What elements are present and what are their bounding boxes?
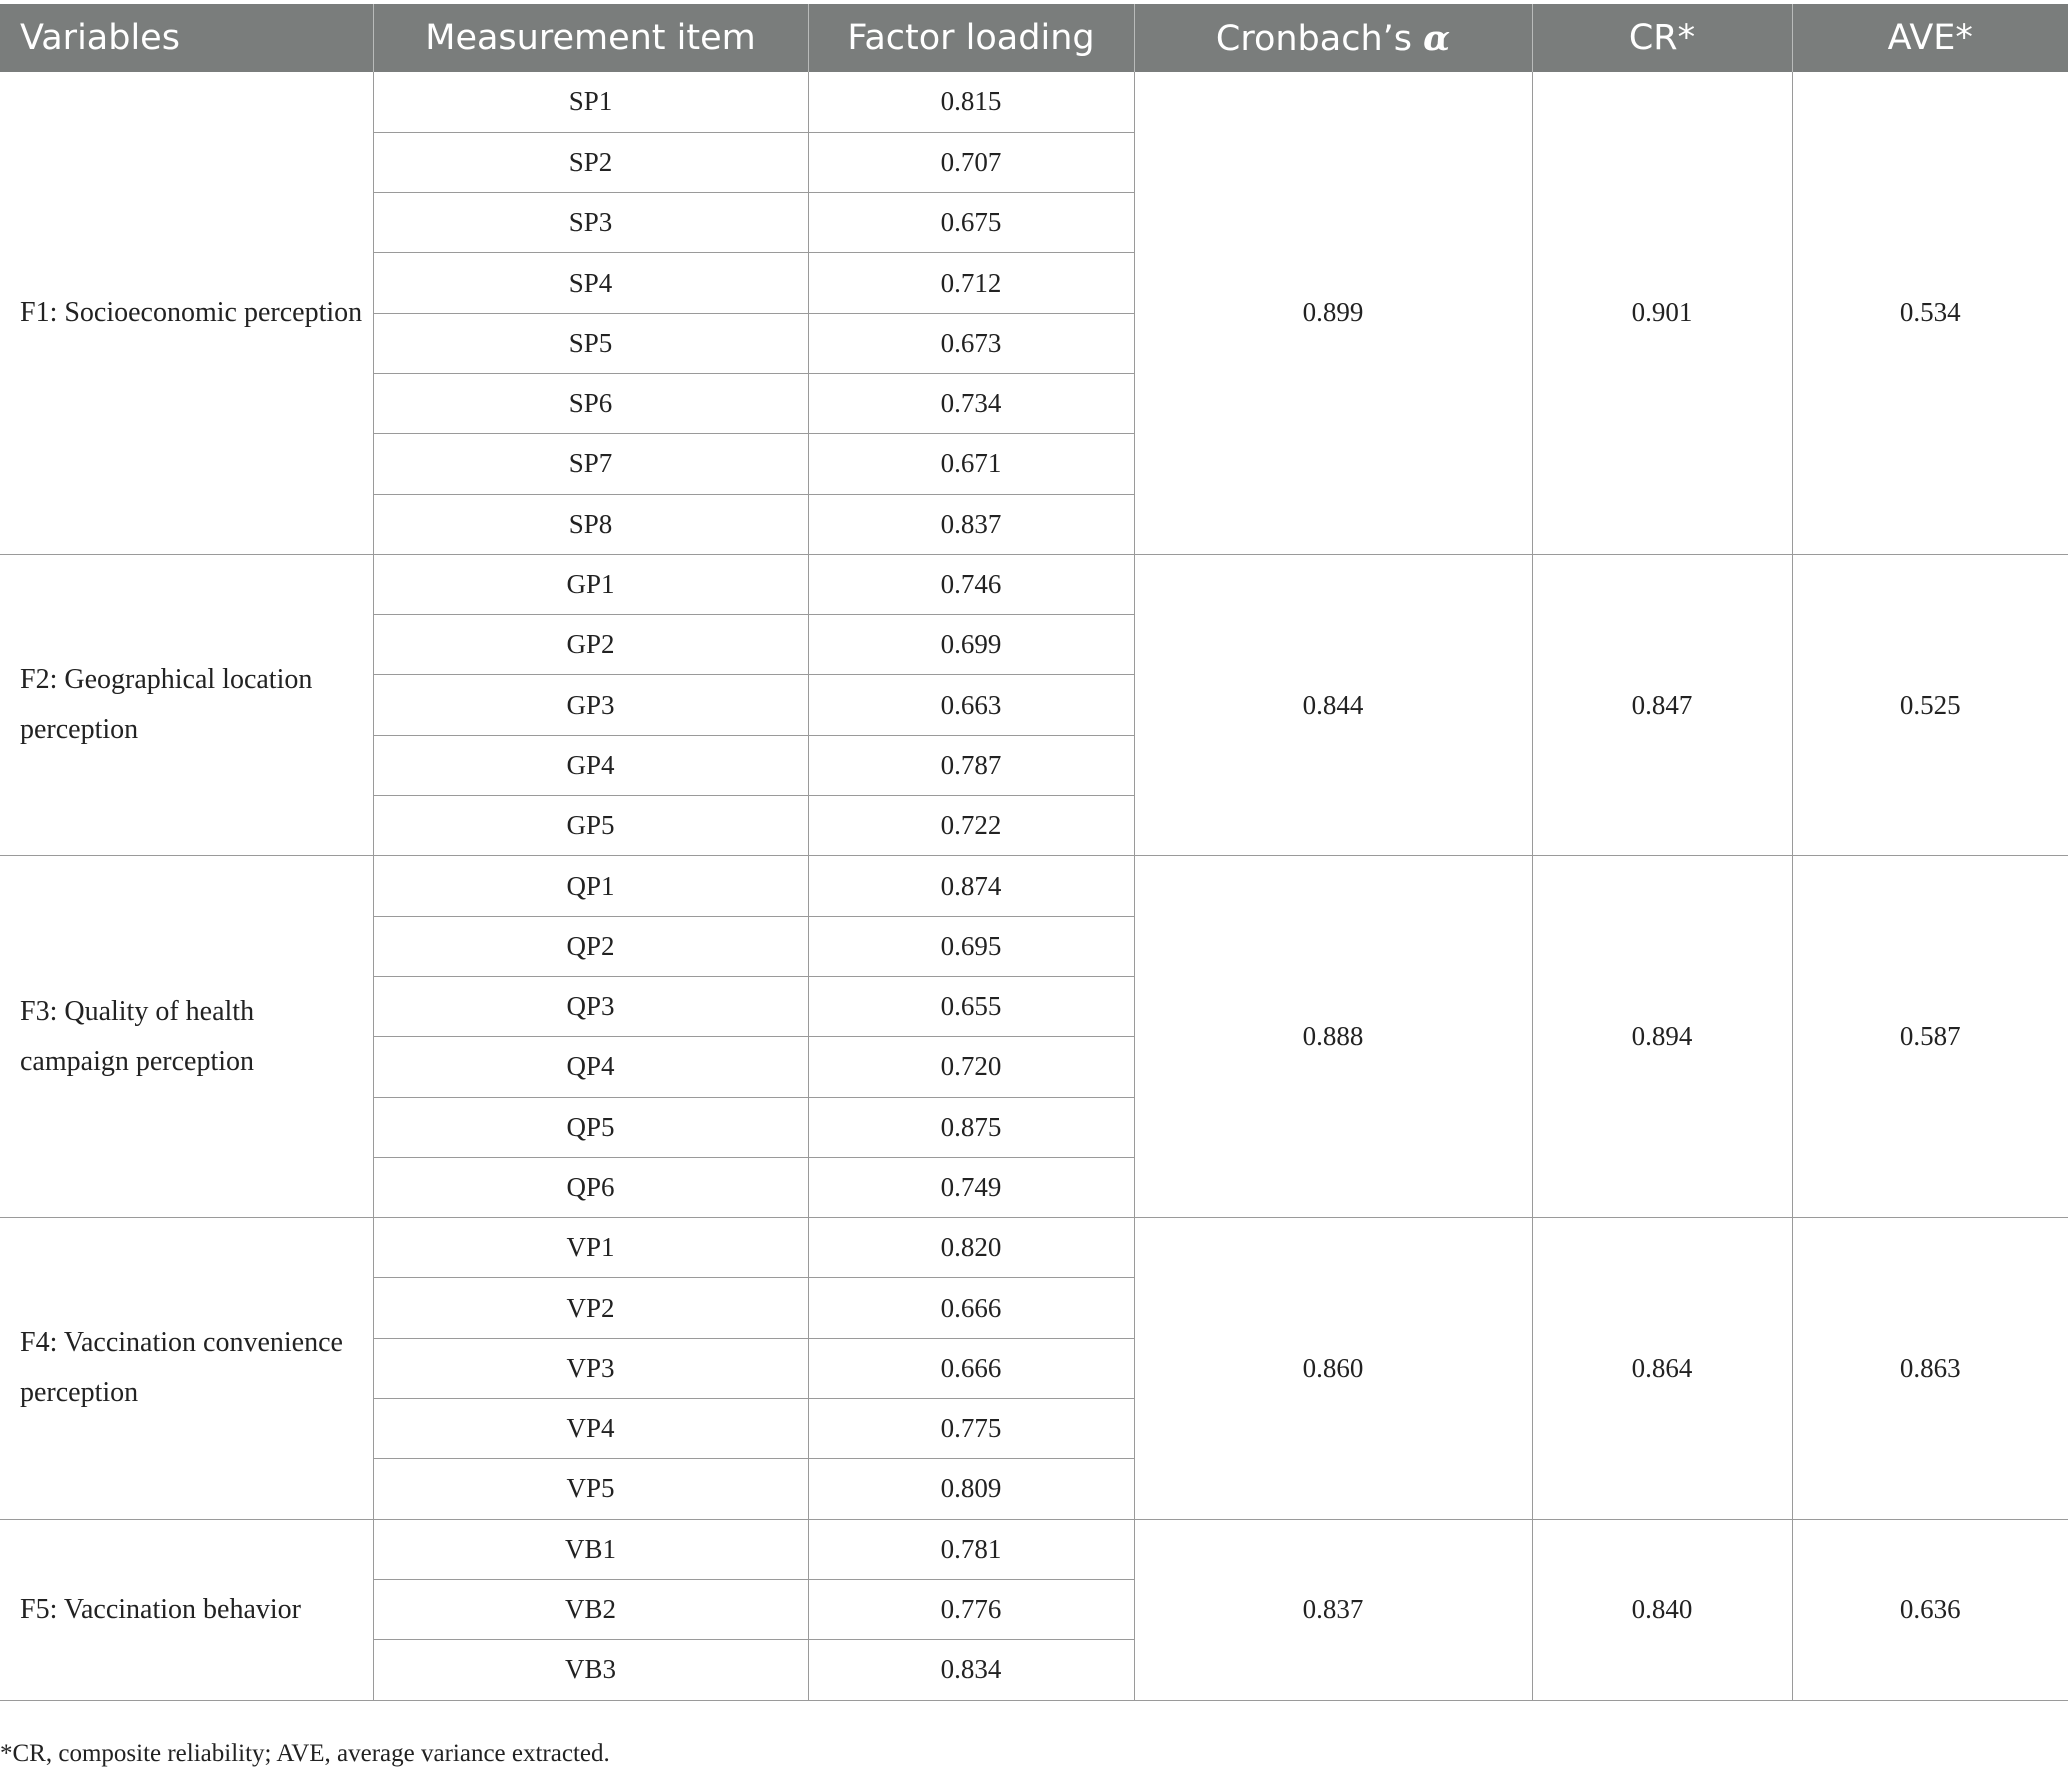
measurement-item-cell: GP1 [373, 554, 808, 614]
measurement-item-cell: VB1 [373, 1519, 808, 1579]
measurement-item-cell: QP1 [373, 856, 808, 916]
factor-loading-cell: 0.776 [808, 1579, 1134, 1639]
factor-loading-cell: 0.671 [808, 434, 1134, 494]
header-ave: AVE* [1792, 4, 2068, 72]
measurement-item-cell: GP4 [373, 735, 808, 795]
factor-loading-cell: 0.834 [808, 1640, 1134, 1700]
cr-cell: 0.864 [1532, 1218, 1792, 1519]
factor-loading-cell: 0.722 [808, 796, 1134, 856]
measurement-item-cell: SP7 [373, 434, 808, 494]
measurement-item-cell: VP2 [373, 1278, 808, 1338]
factor-loading-cell: 0.666 [808, 1338, 1134, 1398]
header-cronbachs-alpha [1134, 4, 1532, 72]
header-variables: Variables [0, 4, 373, 72]
measurement-item-cell: QP2 [373, 916, 808, 976]
header-cronbachs-text: Cronbach’s [1215, 18, 1424, 59]
measurement-item-cell: GP3 [373, 675, 808, 735]
factor-loading-cell: 0.781 [808, 1519, 1134, 1579]
factor-loading-cell: 0.673 [808, 313, 1134, 373]
variable-name-cell: F2: Geographical location perception [0, 554, 373, 855]
measurement-item-cell: VB3 [373, 1640, 808, 1700]
factor-loading-cell: 0.720 [808, 1037, 1134, 1097]
factor-loading-cell: 0.655 [808, 976, 1134, 1036]
measurement-item-cell: VP5 [373, 1459, 808, 1519]
table-row [0, 1218, 2068, 1278]
table-row [0, 72, 2068, 132]
ave-cell: 0.525 [1792, 554, 2068, 855]
table-footnote: *CR, composite reliability; AVE, average variance extracted. [0, 1740, 610, 1767]
factor-loading-cell: 0.707 [808, 132, 1134, 192]
measurement-item-cell: VP4 [373, 1399, 808, 1459]
cr-cell: 0.847 [1532, 554, 1792, 855]
header-row [0, 4, 2068, 72]
ave-cell: 0.534 [1792, 72, 2068, 554]
factor-loading-cell: 0.787 [808, 735, 1134, 795]
measurement-item-cell: VB2 [373, 1579, 808, 1639]
variable-name-cell: F5: Vaccination behavior [0, 1519, 373, 1700]
table-row [0, 1519, 2068, 1579]
measurement-item-cell: QP6 [373, 1157, 808, 1217]
measurement-item-cell: SP8 [373, 494, 808, 554]
measurement-item-cell: SP3 [373, 193, 808, 253]
factor-loading-cell: 0.820 [808, 1218, 1134, 1278]
measurement-item-cell: VP1 [373, 1218, 808, 1278]
measurement-item-cell: GP5 [373, 796, 808, 856]
factor-loading-cell: 0.734 [808, 373, 1134, 433]
variable-name-cell: F3: Quality of health campaign perception [0, 856, 373, 1218]
measurement-item-cell: QP4 [373, 1037, 808, 1097]
reliability-table-container [0, 4, 2068, 1701]
cr-cell: 0.894 [1532, 856, 1792, 1218]
header-factor-loading: Factor loading [808, 4, 1134, 72]
measurement-item-cell: GP2 [373, 615, 808, 675]
factor-loading-cell: 0.775 [808, 1399, 1134, 1459]
factor-loading-cell: 0.809 [808, 1459, 1134, 1519]
alpha-symbol: α [1423, 17, 1451, 59]
factor-loading-cell: 0.695 [808, 916, 1134, 976]
measurement-item-cell: VP3 [373, 1338, 808, 1398]
ave-cell: 0.636 [1792, 1519, 2068, 1700]
cronbachs-alpha-cell: 0.860 [1134, 1218, 1532, 1519]
ave-cell: 0.587 [1792, 856, 2068, 1218]
factor-loading-cell: 0.815 [808, 72, 1134, 132]
measurement-item-cell: SP1 [373, 72, 808, 132]
factor-loading-cell: 0.663 [808, 675, 1134, 735]
measurement-item-cell: SP4 [373, 253, 808, 313]
ave-cell: 0.863 [1792, 1218, 2068, 1519]
factor-loading-cell: 0.666 [808, 1278, 1134, 1338]
measurement-item-cell: QP5 [373, 1097, 808, 1157]
reliability-table [0, 4, 2068, 1701]
factor-loading-cell: 0.875 [808, 1097, 1134, 1157]
factor-loading-cell: 0.699 [808, 615, 1134, 675]
measurement-item-cell: QP3 [373, 976, 808, 1036]
variable-name-cell: F1: Socioeconomic perception [0, 72, 373, 554]
factor-loading-cell: 0.837 [808, 494, 1134, 554]
cronbachs-alpha-cell: 0.837 [1134, 1519, 1532, 1700]
factor-loading-cell: 0.712 [808, 253, 1134, 313]
cr-cell: 0.840 [1532, 1519, 1792, 1700]
cronbachs-alpha-cell: 0.888 [1134, 856, 1532, 1218]
cronbachs-alpha-cell: 0.899 [1134, 72, 1532, 554]
cr-cell: 0.901 [1532, 72, 1792, 554]
table-row [0, 856, 2068, 916]
measurement-item-cell: SP6 [373, 373, 808, 433]
variable-name-cell: F4: Vaccination convenience perception [0, 1218, 373, 1519]
factor-loading-cell: 0.746 [808, 554, 1134, 614]
measurement-item-cell: SP2 [373, 132, 808, 192]
cronbachs-alpha-cell: 0.844 [1134, 554, 1532, 855]
header-measurement-item: Measurement item [373, 4, 808, 72]
factor-loading-cell: 0.874 [808, 856, 1134, 916]
factor-loading-cell: 0.675 [808, 193, 1134, 253]
table-header [0, 4, 2068, 72]
factor-loading-cell: 0.749 [808, 1157, 1134, 1217]
measurement-item-cell: SP5 [373, 313, 808, 373]
table-body [0, 72, 2068, 1700]
table-row [0, 554, 2068, 614]
header-cr: CR* [1532, 4, 1792, 72]
